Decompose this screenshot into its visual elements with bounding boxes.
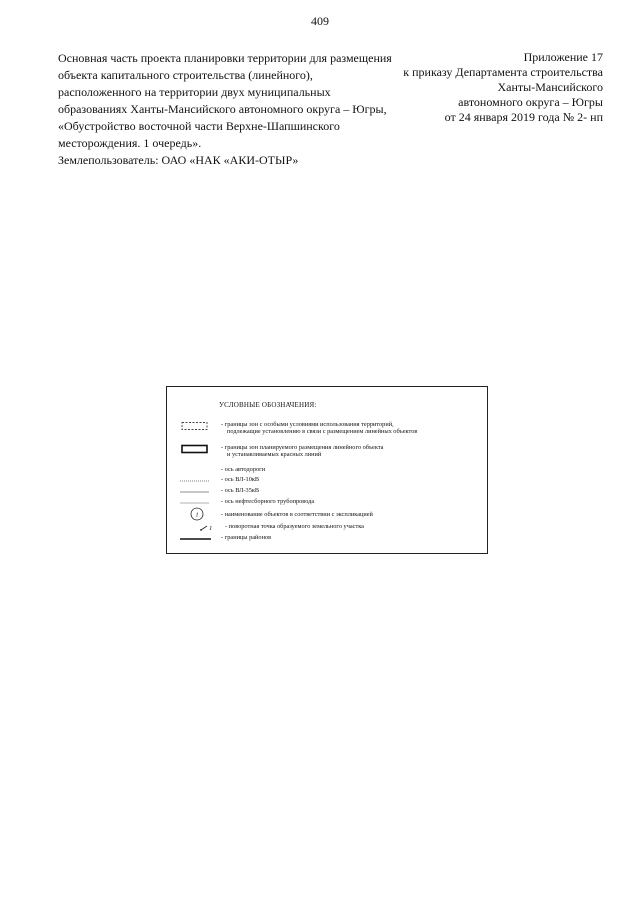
legend-item-label: - ось автодороги bbox=[221, 466, 266, 473]
appendix-line: к приказу Департамента строительства bbox=[403, 65, 603, 79]
legend-item-planned-placement bbox=[177, 444, 483, 458]
legend-item-label: - границы районов bbox=[221, 534, 272, 541]
legend-item-road-axis bbox=[177, 466, 483, 476]
legend-item-turn-point bbox=[177, 523, 483, 533]
project-title-line: Основная часть проекта планировки территории для размещения bbox=[58, 51, 392, 65]
legend-item-label-continued: и устанавливаемых красных линий bbox=[227, 451, 322, 458]
project-title-line: «Обустройство восточной части Верхне-Шапшинского bbox=[58, 119, 340, 133]
appendix-line: автономного округа – Югры bbox=[458, 95, 603, 109]
appendix-line: Ханты-Мансийского bbox=[497, 80, 603, 94]
legend-box bbox=[166, 386, 488, 554]
legend-item-label: - границы зон планируемого размещения линейного объекта bbox=[221, 444, 384, 451]
dashed-rect-icon bbox=[179, 421, 221, 431]
project-title-line: расположенного на территории двух муниципальных bbox=[58, 85, 331, 99]
thin-line-icon bbox=[179, 487, 221, 497]
circle-number-icon bbox=[179, 507, 221, 521]
turn-point-icon bbox=[179, 523, 221, 533]
legend-item-label: - поворотная точка образуемого земельного участка bbox=[225, 523, 364, 530]
appendix-line: Приложение 17 bbox=[523, 50, 603, 64]
dotted-line-icon bbox=[179, 476, 221, 486]
svg-text:1: 1 bbox=[195, 511, 199, 519]
legend-title: УСЛОВНЫЕ ОБОЗНАЧЕНИЯ: bbox=[219, 401, 317, 409]
legend-item-district-boundary bbox=[177, 534, 483, 544]
legend-item-vl10 bbox=[177, 476, 483, 486]
legend-item-label: - наименование объектов в соответствии с экспликацией bbox=[221, 511, 373, 518]
appendix-line: от 24 января 2019 года № 2- нп bbox=[444, 110, 603, 124]
legend-item-special-zones bbox=[177, 421, 483, 435]
legend-item-object-name bbox=[177, 507, 483, 521]
legend-item-label: - границы зон с особыми условиями использования территорий, bbox=[221, 421, 394, 428]
thick-line-icon bbox=[179, 534, 221, 544]
page-number: 409 bbox=[311, 14, 329, 28]
project-title-block bbox=[58, 50, 398, 169]
project-title-line: образованиях Ханты-Мансийского автономного округа – Югры, bbox=[58, 102, 387, 116]
legend-item-label: - ось нефтесборного трубопровода bbox=[221, 498, 315, 505]
project-title-line: объекта капитального строительства (линейного), bbox=[58, 68, 313, 82]
project-title-line: месторождения. 1 очередь». bbox=[58, 136, 202, 150]
legend-item-vl35 bbox=[177, 487, 483, 497]
legend-item-label-continued: подлежащие установлению в связи с размещением линейных объектов bbox=[227, 428, 418, 435]
land-user-line: Землепользователь: ОАО «НАК «АКИ-ОТЫР» bbox=[58, 153, 299, 167]
legend-item-label: - ось ВЛ-35кВ bbox=[221, 487, 260, 494]
solid-rect-icon bbox=[179, 444, 221, 454]
svg-text:1: 1 bbox=[209, 525, 213, 532]
appendix-reference-block bbox=[373, 50, 603, 125]
legend-item-label: - ось ВЛ-10кВ bbox=[221, 476, 260, 483]
